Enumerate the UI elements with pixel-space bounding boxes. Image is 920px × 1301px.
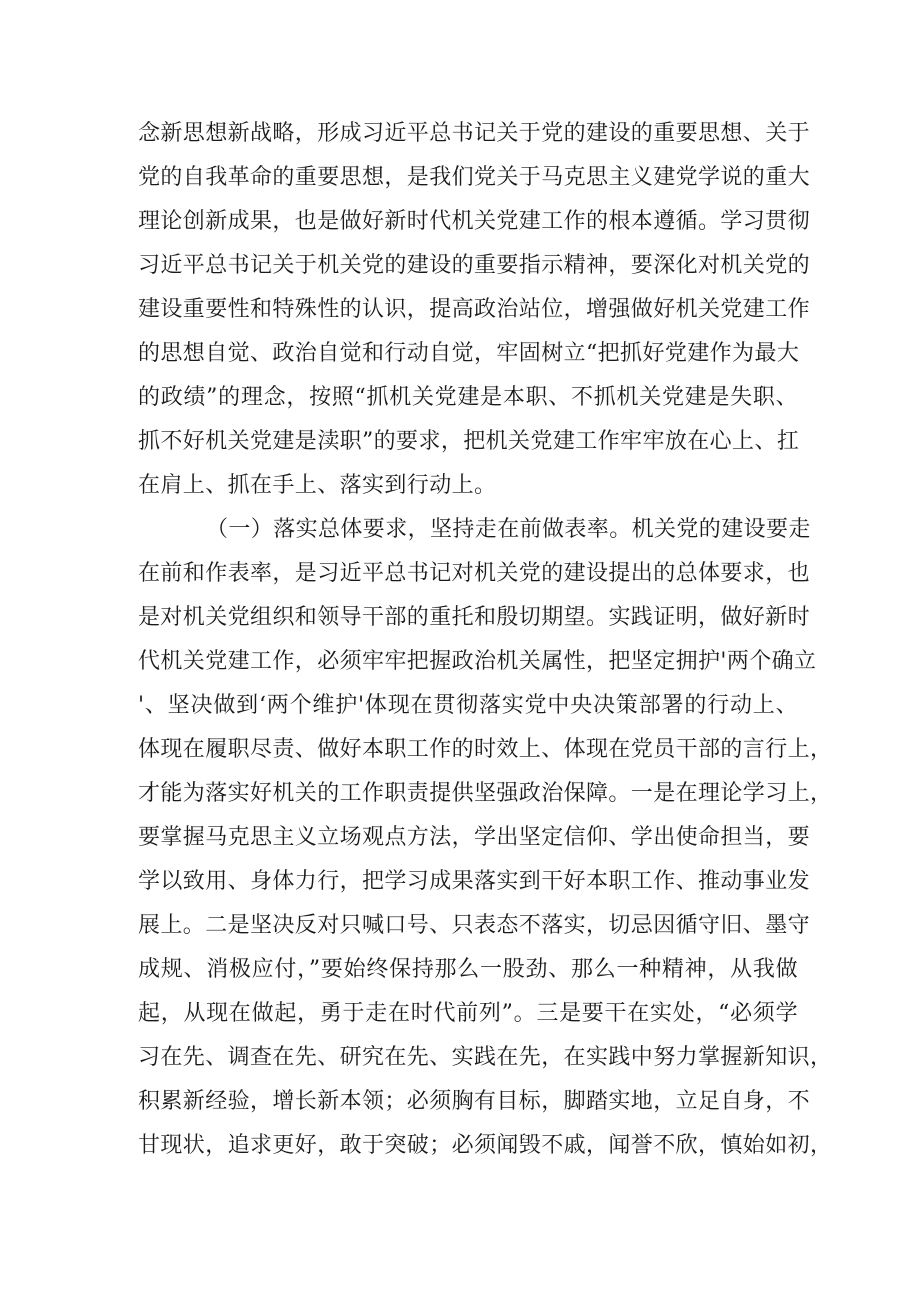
text-line-3: 理论创新成果，也是做好新时代机关党建工作的根本遵循。学习贯彻 [138,209,811,234]
text-line-17: 要掌握马克思主义立场观点方法，学出坚定信仰、学出使命担当，要 [138,825,811,850]
text-line-21: 起，从现在做起，勇于走在时代前列”。三是要干在实处，“必须学 [138,1001,798,1026]
text-line-12: 是对机关党组织和领导干部的重托和殷切期望。实践证明，做好新时 [138,605,811,630]
text-line-18: 学以致用、身体力行，把学习成果落实到干好本职工作、推动事业发 [138,869,811,894]
text-line-16: 才能为落实好机关的工作职责提供坚强政治保障。一是在理论学习上， [138,781,833,806]
text-line-9: 在肩上、抓在手上、落实到行动上。 [138,473,497,498]
text-line-24: 甘现状，追求更好，敢于突破；必须闻毁不戚，闻誉不欣，慎始如初， [138,1133,833,1158]
text-line-2: 党的自我革命的重要思想，是我们党关于马克思主义建党学说的重大 [138,165,811,190]
text-line-7: 的政绩”的理念，按照“抓机关党建是本职、不抓机关党建是失职、 [138,385,798,410]
text-line-1: 念新思想新战略，形成习近平总书记关于党的建设的重要思想、关于 [138,121,811,146]
text-line-14: '、坚决做到‘两个维护'体现在贯彻落实党中央决策部署的行动上、 [138,693,798,718]
text-line-8: 抓不好机关党建是渎职”的要求，把机关党建工作牢牢放在心上、扛 [138,429,800,454]
text-line-15: 体现在履职尽责、做好本职工作的时效上、体现在党员干部的言行上， [138,737,833,762]
text-line-22: 习在先、调查在先、研究在先、实践在先，在实践中努力掌握新知识， [138,1045,833,1070]
text-line-4: 习近平总书记关于机关党的建设的重要指示精神，要深化对机关党的 [138,253,811,278]
text-line-5: 建设重要性和特殊性的认识，提高政治站位，增强做好机关党建工作 [138,297,811,322]
text-line-23: 积累新经验，增长新本领；必须胸有目标，脚踏实地，立足自身，不 [138,1089,811,1114]
text-line-19: 展上。二是坚决反对只喊口号、只表态不落实，切忌因循守旧、墨守 [138,913,811,938]
text-line-20: 成规、消极应付，”要始终保持那么一股劲、那么一种精神，从我做 [138,957,798,982]
text-line-6: 的思想自觉、政治自觉和行动自觉，牢固树立“把抓好党建作为最大 [138,341,800,366]
section-heading-line: （一）落实总体要求，坚持走在前做表率。机关党的建设要走 [206,517,811,542]
text-line-11: 在前和作表率，是习近平总书记对机关党的建设提出的总体要求，也 [138,561,811,586]
text-line-13: 代机关党建工作，必须牢牢把握政治机关属性，把坚定拥护'两个确立 [138,649,817,674]
